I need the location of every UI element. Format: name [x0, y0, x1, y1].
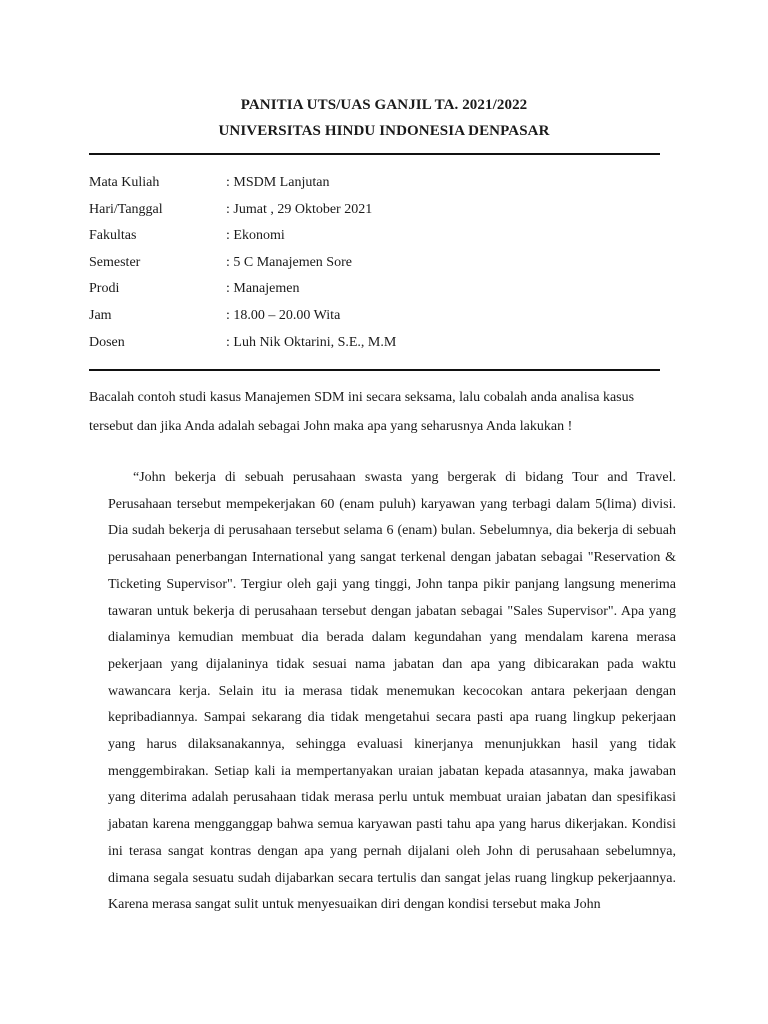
info-row-semester [89, 250, 396, 277]
info-label: Prodi [89, 281, 120, 297]
case-study-paragraph: “John bekerja di sebuah perusahaan swasta yang bergerak di bidang Tour and Travel. Perusahaan tersebut mempekerjakan 60 (enam puluh) karyawan yang terbagi dalam 5(lima) divisi. Dia sudah bekerja di perusahaan tersebut selama 6 (enam) bulan. Sebelumnya, dia bekerja di sebuah perusahaan penerbangan International yang sangat terkenal dengan jabatan sebagai "Reservation & Ticketing Supervisor". Tergiur oleh gaji yang tinggi, John tanpa pikir panjang langsung menerima tawaran untuk bekerja di perusahaan tersebut dengan jabatan sebagai "Sales Supervisor". Apa yang dialaminya kemudian membuat dia berada dalam kegundahan yang mendalam karena merasa pekerjaan yang dijalaninya tidak sesuai nama jabatan dan apa yang dibicarakan pada waktu wawancara kerja. Selain itu ia merasa tidak menemukan kecocokan antara pekerjaan dengan kepribadiannya. Sampai sekarang dia tidak mengetahui secara pasti apa ruang lingkup pekerjaan yang harus dilaksanakannya, sehingga evaluasi kinerjanya menunjukkan hasil yang tidak menggembirakan. Setiap kali ia mempertanyakan uraian jabatan kepada atasannya, maka jawaban yang diterima adalah perusahaan tidak merasa perlu untuk membuat uraian jabatan dan spesifikasi jabatan karena mengganggap bahwa semua karyawan pasti tahu apa yang harus dikerjakan. Kondisi ini terasa sangat kontras dengan apa yang pernah dijalani oleh John di perusahaan sebelumnya, dimana segala sesuatu sudah dijabarkan secara tertulis dan sangat jelas ruang lingkup pekerjaannya. Karena merasa sangat sulit untuk menyesuaikan diri dengan kondisi tersebut maka John [108, 470, 676, 913]
info-value: : Ekonomi [226, 228, 285, 244]
university-title: UNIVERSITAS HINDU INDONESIA DENPASAR [218, 123, 550, 139]
info-value: : Luh Nik Oktarini, S.E., M.M [226, 334, 397, 350]
info-row-course [89, 170, 396, 197]
info-label: Jam [89, 307, 112, 323]
info-row-date [89, 197, 396, 224]
info-value: : 18.00 – 20.00 Wita [226, 307, 341, 323]
header-divider-top [89, 153, 660, 155]
info-label: Hari/Tanggal [89, 201, 163, 217]
case-study-body [108, 465, 676, 919]
document-header [0, 92, 768, 144]
header-divider-bottom [89, 369, 660, 371]
info-label: Semester [89, 254, 141, 270]
info-row-program [89, 276, 396, 303]
info-row-lecturer [89, 330, 396, 357]
info-value: : Jumat , 29 Oktober 2021 [226, 201, 373, 217]
committee-title: PANITIA UTS/UAS GANJIL TA. 2021/2022 [240, 97, 528, 113]
info-value: : 5 C Manajemen Sore [226, 254, 352, 270]
info-row-time [89, 303, 396, 330]
exam-info-table [89, 170, 396, 356]
info-label: Dosen [89, 334, 125, 350]
info-row-faculty [89, 223, 396, 250]
info-value: : Manajemen [226, 281, 300, 297]
info-label: Mata Kuliah [89, 175, 160, 190]
instruction-paragraph: Bacalah contoh studi kasus Manajemen SDM ini secara seksama, lalu cobalah anda analisa kasus tersebut dan jika Anda adalah sebagai John maka apa yang seharusnya Anda lakukan ! [89, 390, 635, 434]
info-label: Fakultas [89, 228, 137, 244]
info-value: : MSDM Lanjutan [226, 175, 330, 190]
